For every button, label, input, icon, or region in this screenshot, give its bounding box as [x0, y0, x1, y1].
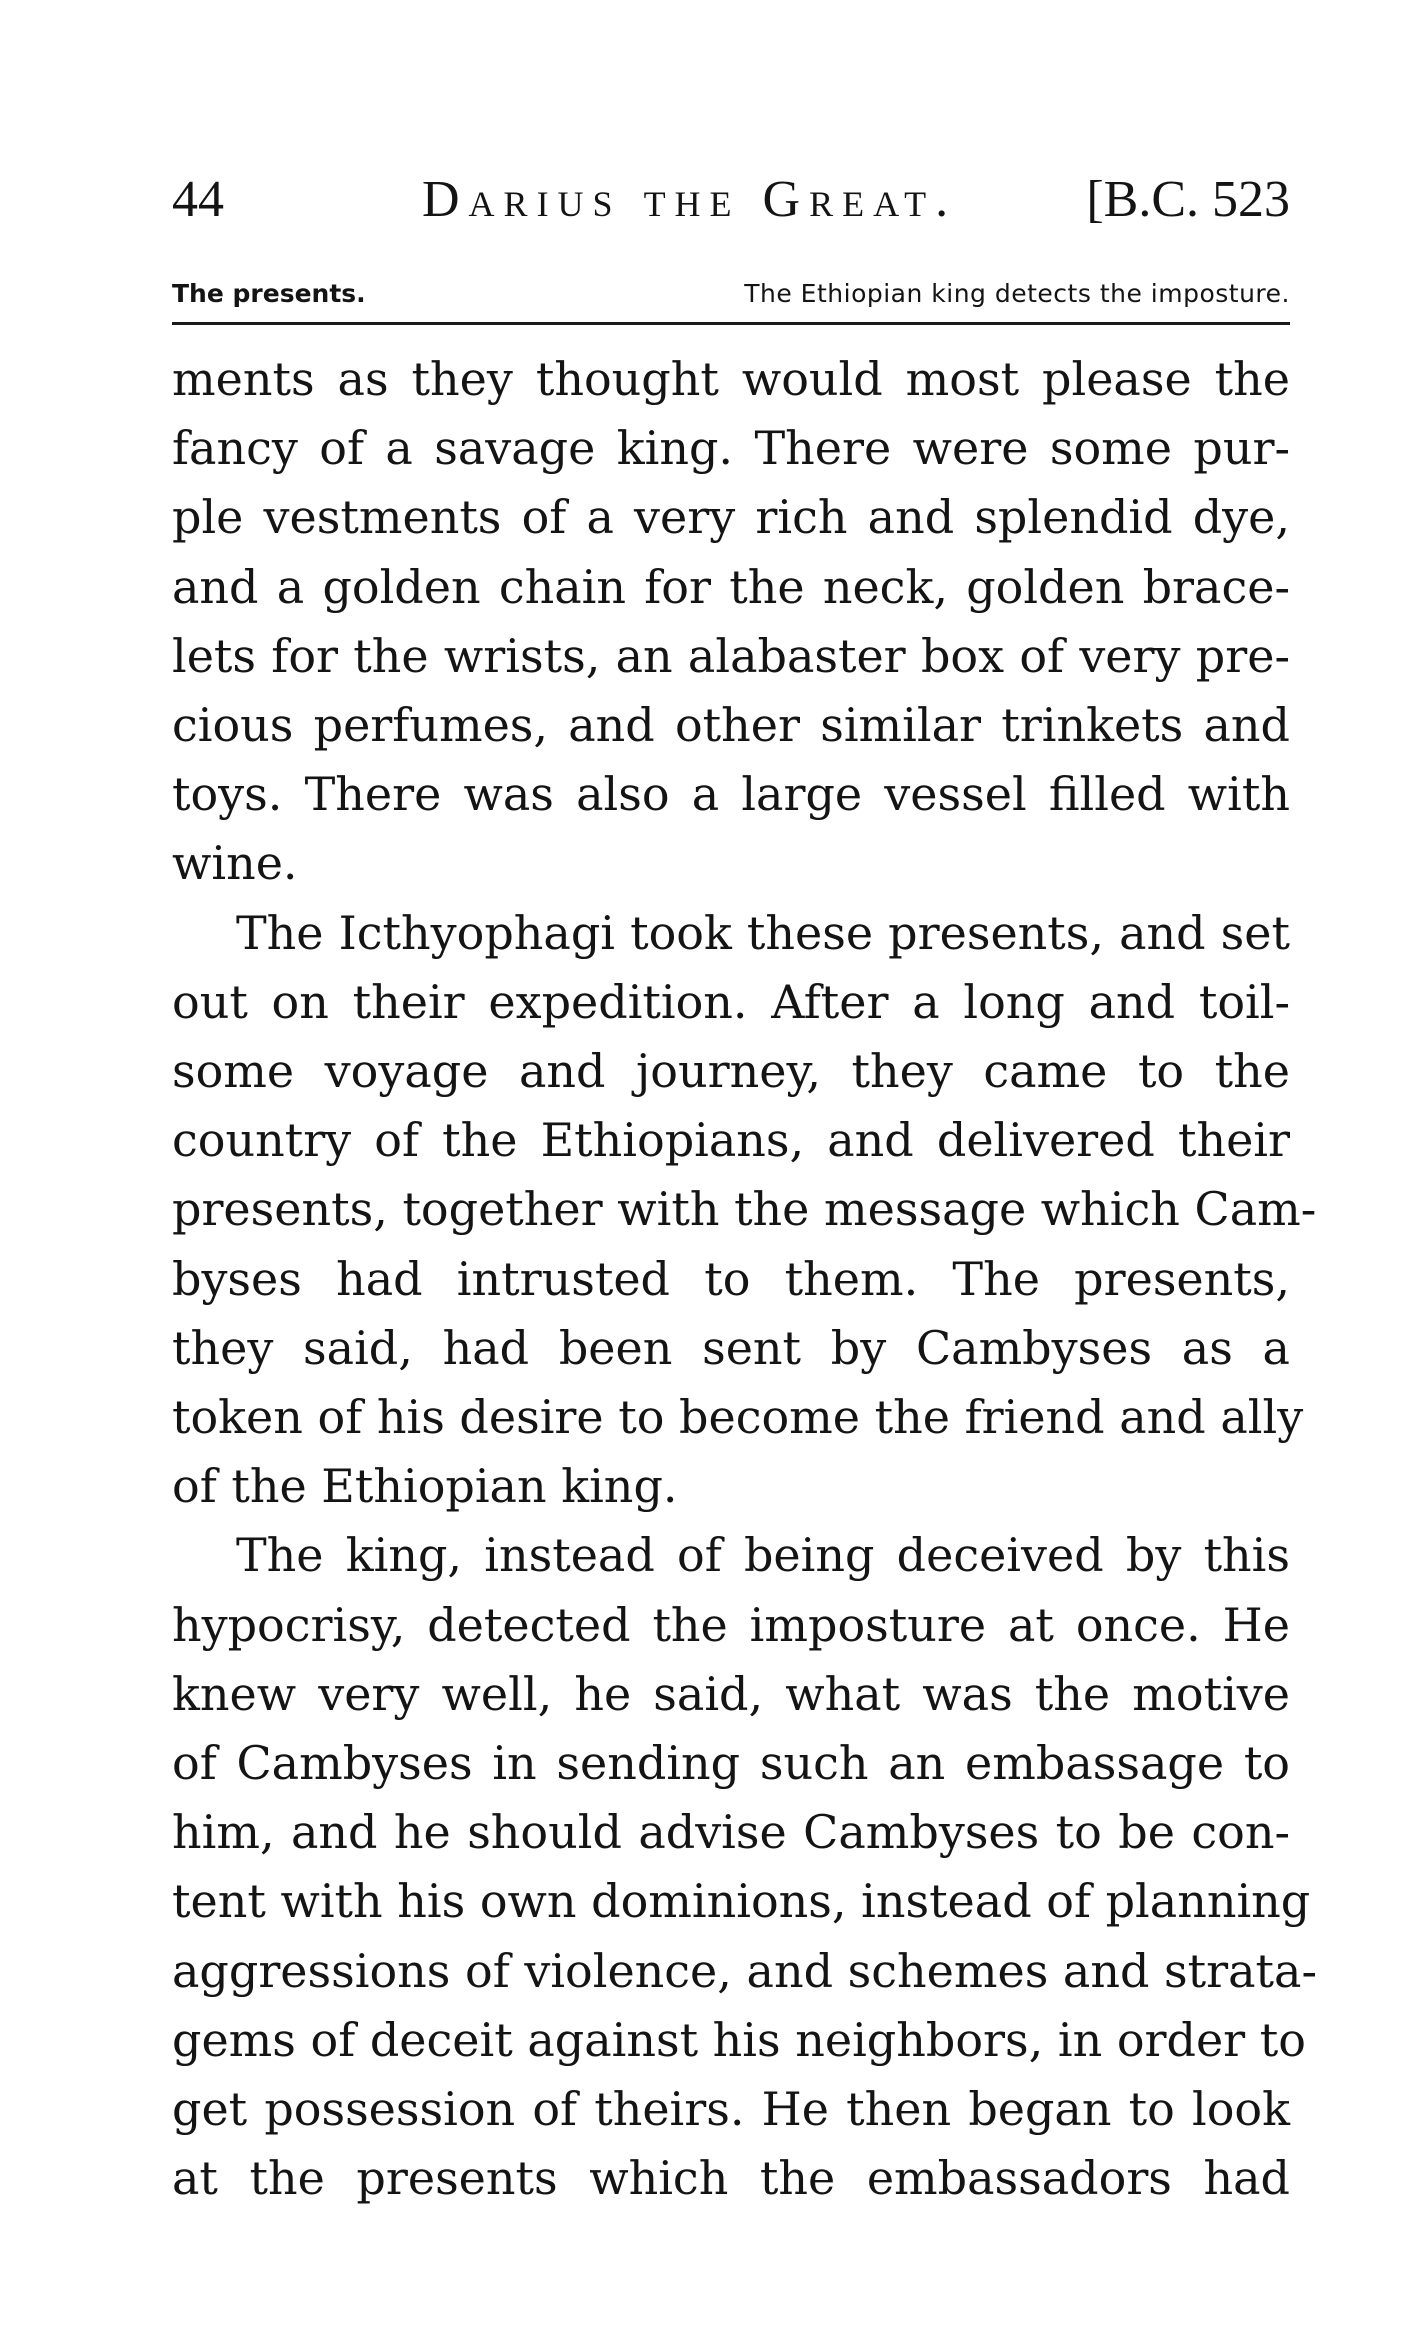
text-line: presents, together with the message which Cam- — [172, 1182, 1317, 1237]
body-text — [172, 345, 1318, 2213]
text-line: cious perfumes, and other similar trinkets and — [172, 698, 1290, 753]
paragraph-3 — [172, 1521, 1318, 2213]
text-line: him, and he should advise Cambyses to be con- — [172, 1805, 1290, 1860]
page-header — [172, 165, 1290, 235]
page-number: 44 — [172, 171, 224, 228]
side-note-right: The Ethiopian king detects the imposture. — [744, 279, 1290, 308]
date-label: [B.C. 523 — [1086, 171, 1290, 228]
side-notes — [172, 276, 1290, 325]
text-line: and a golden chain for the neck, golden brace- — [172, 559, 1290, 614]
text-line: wine. — [172, 836, 298, 891]
text-line: of Cambyses in sending such an embassage to — [172, 1736, 1290, 1791]
text-line: fancy of a savage king. There were some pur- — [172, 421, 1290, 476]
text-line: knew very well, he said, what was the motive — [172, 1666, 1290, 1721]
text-line: at the presents which the embassadors had — [172, 2151, 1290, 2206]
text-line: lets for the wrists, an alabaster box of very pre- — [172, 628, 1290, 683]
text-line: byses had intrusted to them. The presents, — [172, 1251, 1290, 1306]
text-line: out on their expedition. After a long and toil- — [172, 974, 1290, 1029]
text-line: get possession of theirs. He then began to look — [172, 2082, 1290, 2137]
text-line: toys. There was also a large vessel filled with — [172, 767, 1290, 822]
text-line: tent with his own dominions, instead of planning — [172, 1874, 1311, 1929]
text-line: of the Ethiopian king. — [172, 1459, 678, 1514]
text-line: ple vestments of a very rich and splendid dye, — [172, 490, 1290, 545]
text-line: ments as they thought would most please the — [172, 352, 1290, 406]
text-line: aggressions of violence, and schemes and strata- — [172, 1943, 1318, 1998]
text-line: The Icthyophagi took these presents, and set — [236, 905, 1290, 960]
text-line: country of the Ethiopians, and delivered their — [172, 1113, 1290, 1168]
paragraph-1 — [172, 345, 1290, 899]
text-line: they said, had been sent by Cambyses as a — [172, 1320, 1290, 1375]
text-line: The king, instead of being deceived by this — [236, 1528, 1290, 1583]
text-line: hypocrisy, detected the imposture at once. He — [172, 1597, 1290, 1652]
text-line: gems of deceit against his neighbors, in order to — [172, 2012, 1306, 2067]
running-title: Darius the Great. — [422, 171, 958, 228]
text-line: token of his desire to become the friend and ally — [172, 1390, 1304, 1445]
side-note-left: The presents. — [172, 279, 366, 308]
paragraph-2 — [172, 899, 1317, 1522]
text-line: some voyage and journey, they came to the — [172, 1044, 1290, 1099]
